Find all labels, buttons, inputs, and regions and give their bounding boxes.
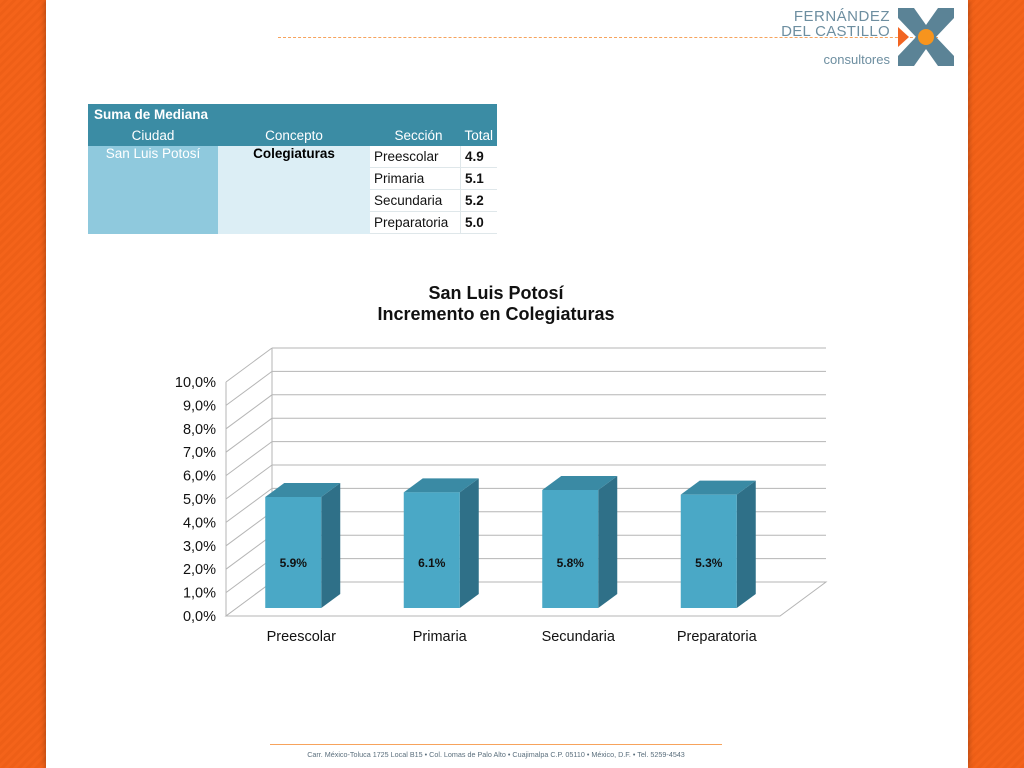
data-label: 5.8% xyxy=(556,556,584,570)
cell-total: 5.2 xyxy=(461,190,498,212)
cell-total: 4.9 xyxy=(461,146,498,168)
table-row xyxy=(88,146,497,168)
footer-address: Carr. México-Toluca 1725 Local B15 • Col. Lomas de Palo Alto • Cuajimalpa C.P. 05110 • México, D.F. • Tel. 5259-4543 xyxy=(307,750,685,759)
cell-section: Preparatoria xyxy=(370,212,461,234)
x-tick-label: Primaria xyxy=(412,629,467,645)
bar-chart xyxy=(142,338,842,658)
y-tick-label: 2,0% xyxy=(182,562,216,579)
cell-section: Secundaria xyxy=(370,190,461,212)
chart-title-line-2: Incremento en Colegiaturas xyxy=(377,304,615,324)
data-label: 6.1% xyxy=(418,556,446,570)
x-tick-label: Preescolar xyxy=(266,629,336,645)
data-label: 5.9% xyxy=(279,556,307,570)
left-border-decoration xyxy=(0,0,46,768)
data-label: 5.3% xyxy=(695,556,723,570)
y-tick-label: 5,0% xyxy=(182,492,216,508)
cell-section: Preescolar xyxy=(370,146,461,168)
y-tick-label: 0,0% xyxy=(182,609,216,625)
header-concept: Concepto xyxy=(218,125,370,146)
y-tick-label: 8,0% xyxy=(182,421,216,438)
right-border-decoration xyxy=(968,0,1024,768)
pivot-header-sum: Suma de Mediana xyxy=(88,104,461,125)
x-tick-label: Secundaria xyxy=(541,629,615,645)
y-tick-label: 6,0% xyxy=(182,468,216,485)
y-tick-label: 4,0% xyxy=(182,515,216,532)
bar-side xyxy=(598,476,617,608)
header-section: Sección xyxy=(370,125,461,146)
company-logo-icon xyxy=(898,8,954,66)
chart-title xyxy=(260,283,732,325)
slide xyxy=(46,0,968,768)
cell-city: San Luis Potosí xyxy=(88,146,218,234)
bar xyxy=(404,492,460,608)
footer-rule xyxy=(270,744,722,745)
y-tick-label: 9,0% xyxy=(182,398,216,415)
bar-side xyxy=(460,478,479,608)
cell-section: Primaria xyxy=(370,168,461,190)
logo-line-2: DEL CASTILLO xyxy=(781,23,890,40)
logo-line-3: consultores xyxy=(823,52,890,67)
bar-side xyxy=(321,483,340,608)
cell-total: 5.1 xyxy=(461,168,498,190)
y-tick-label: 3,0% xyxy=(182,538,216,555)
pivot-table xyxy=(88,104,497,234)
x-tick-label: Preparatoria xyxy=(676,629,757,645)
bar xyxy=(681,495,737,608)
y-tick-label: 7,0% xyxy=(182,445,216,462)
pivot-header-blank xyxy=(461,104,498,125)
y-tick-label: 1,0% xyxy=(182,585,216,602)
chart-title-line-1: San Luis Potosí xyxy=(428,283,564,303)
bar xyxy=(542,490,598,608)
bar-side xyxy=(737,481,756,608)
y-tick-label: 10,0% xyxy=(174,375,216,391)
cell-concept: Colegiaturas xyxy=(218,146,370,234)
logo-line-1: FERNÁNDEZ xyxy=(793,8,890,25)
bar xyxy=(265,497,321,608)
cell-total: 5.0 xyxy=(461,212,498,234)
header-total: Total xyxy=(461,125,498,146)
header-city: Ciudad xyxy=(88,125,218,146)
